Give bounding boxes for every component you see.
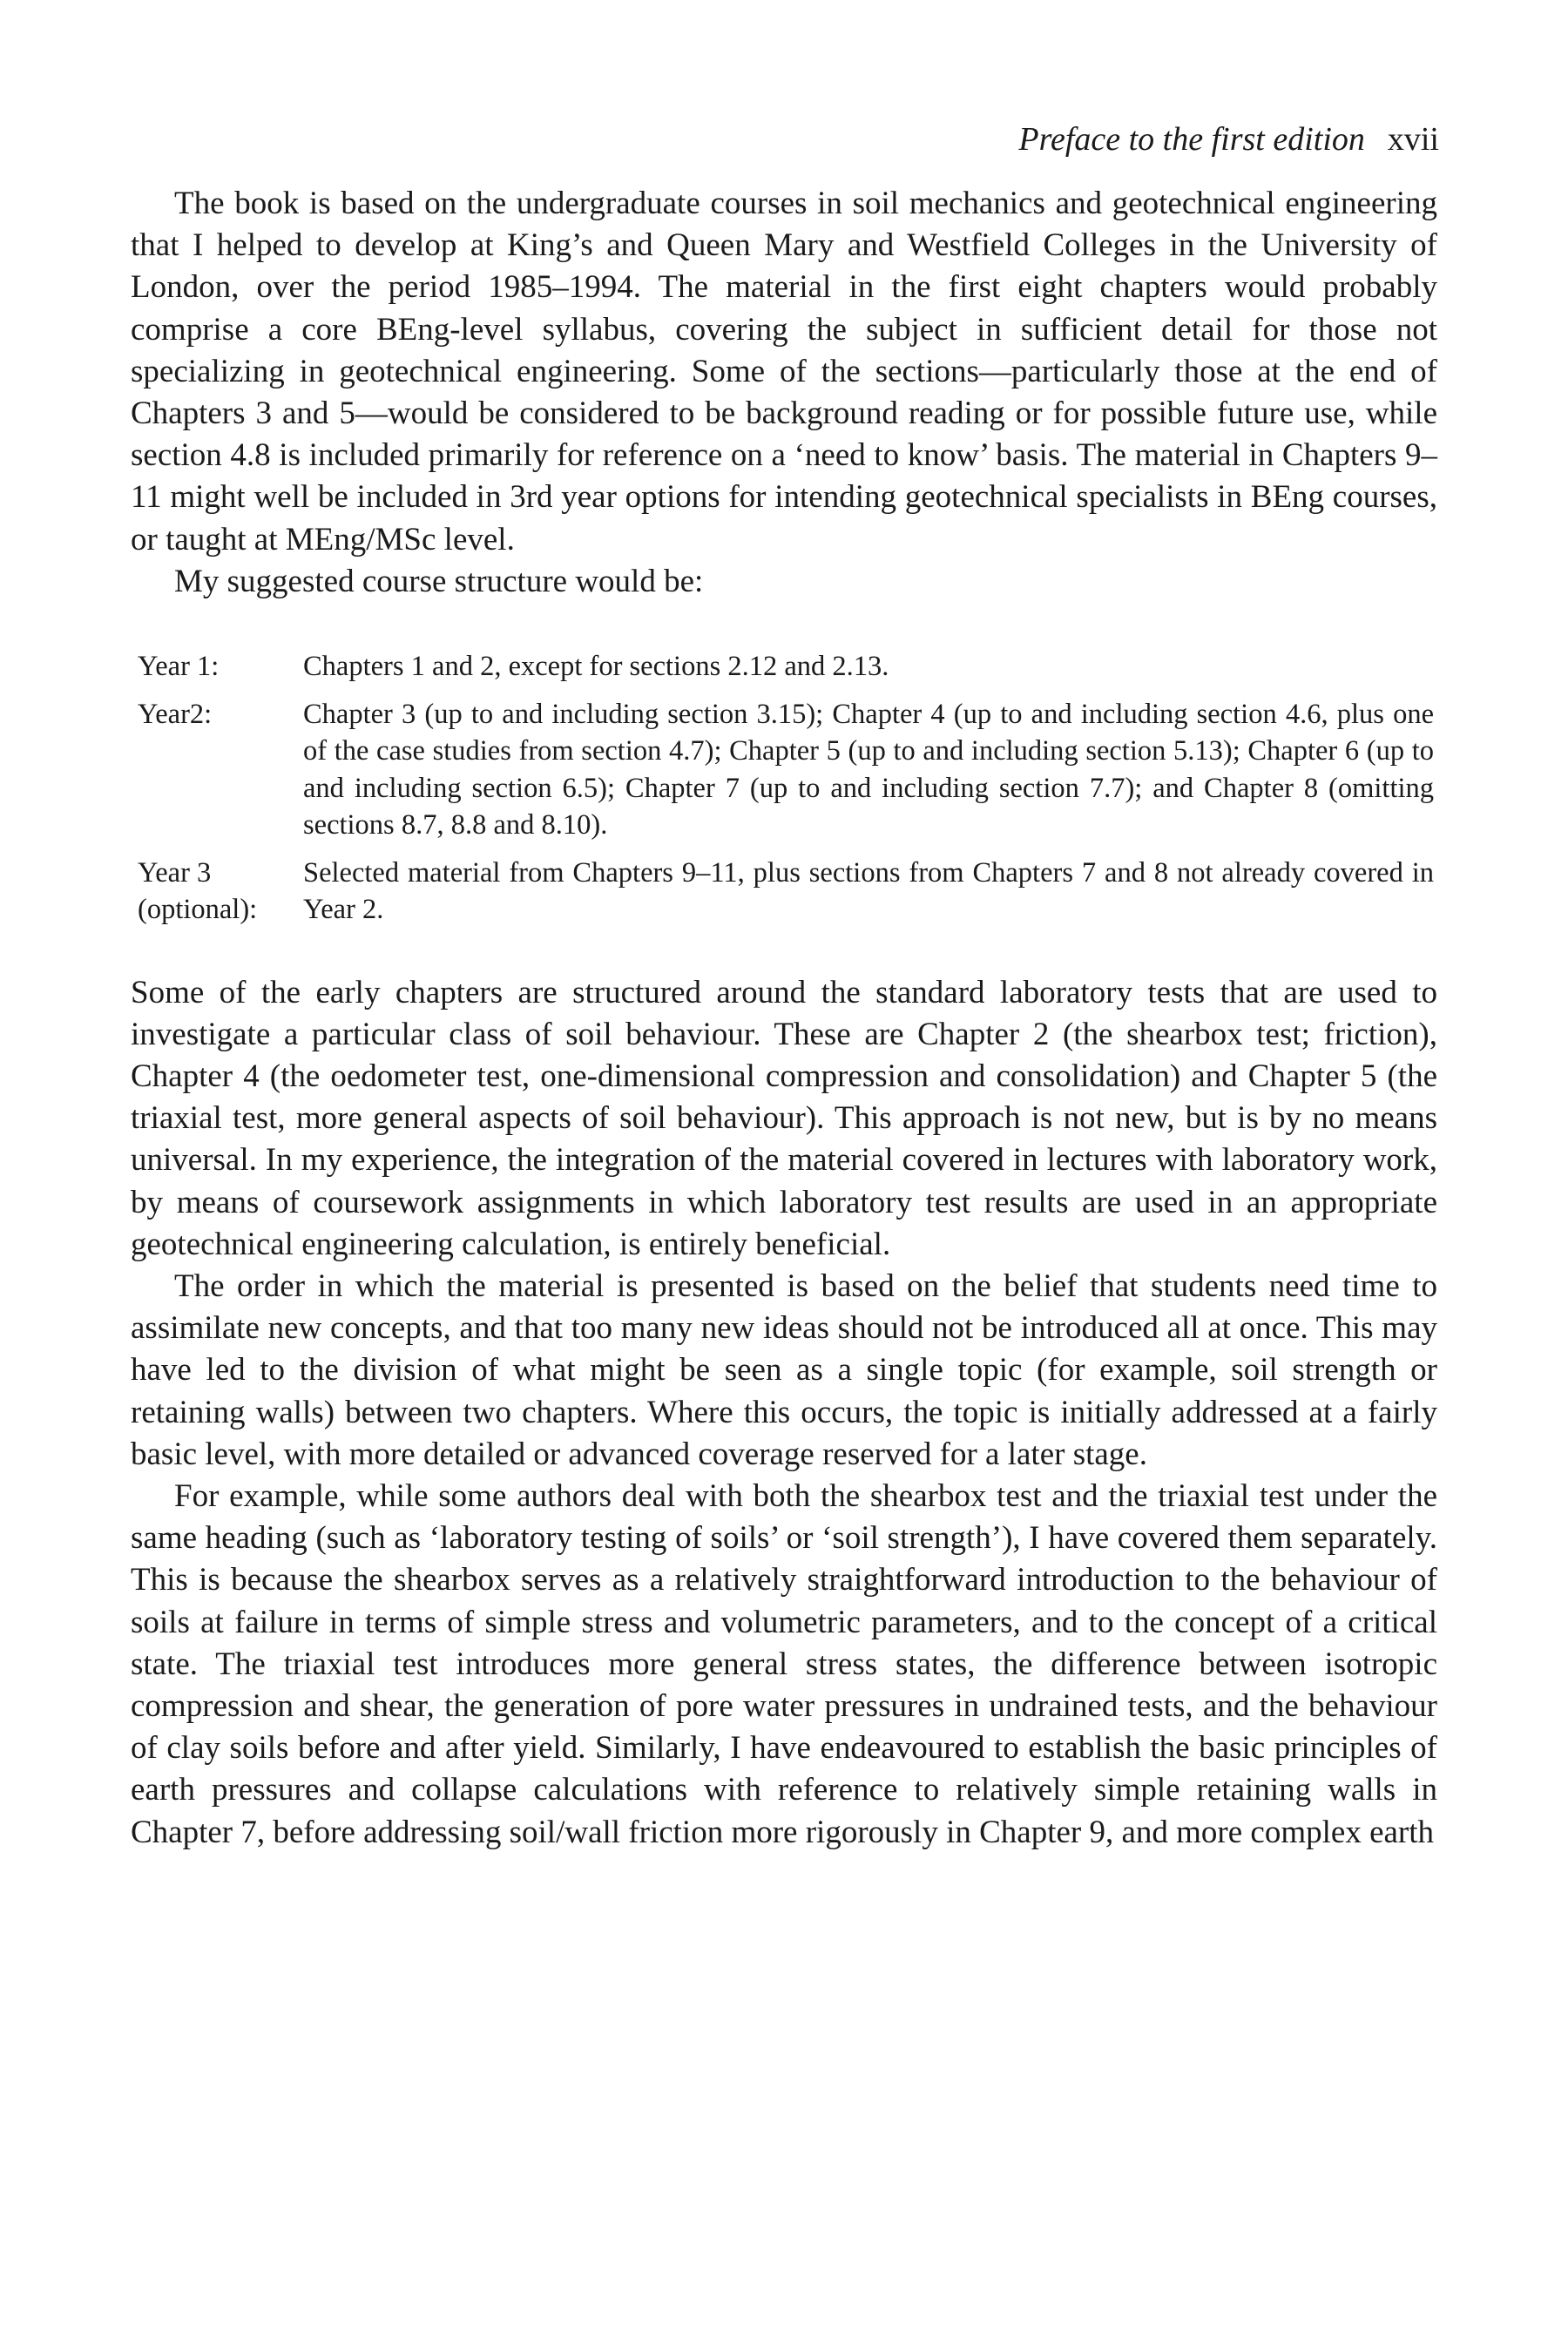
course-year-qualifier: (optional):	[138, 894, 258, 926]
course-year-label: Year2:	[138, 698, 213, 730]
running-header	[1018, 118, 1439, 160]
paragraph-example: For example, while some authors deal with both the shearbox test and the triaxial test under the same heading (such as ‘laboratory testing of soils’ or ‘soil strength’), I have covered them separately. This is because the shearbox serves as a relatively straightforward introduction to the behaviour of soils at failure in terms of simple stress and volumetric parameters, and to the concept of a critical state. The triaxial test introduces more general stress states, the difference between isotropic compression and shear, the generation of pore water pressures in undrained tests, and the behaviour of clay soils before and after yield. Similarly, I have endeavoured to establish the basic principles of earth pressures and collapse calculations with reference to relatively simple retaining walls in Chapter 7, before addressing soil/wall friction more rigorously in Chapter 9, and more complex earth	[131, 1477, 1437, 1850]
paragraph-material-order: The order in which the material is presented is based on the belief that students need time to assimilate new concepts, and that too many new ideas should not be introduced all at once. This may have led to the division of what might be seen as a single topic (for example, soil strength or retaining walls) between two chapters. Where this occurs, the topic is initially addressed at a fairly basic level, with more detailed or advanced coverage reserved for a later stage.	[131, 1267, 1437, 1472]
page-number: xvii	[1387, 121, 1439, 158]
course-year	[138, 648, 303, 686]
course-row	[138, 696, 1434, 844]
paragraph-course-lead-in: My suggested course structure would be:	[174, 563, 704, 599]
course-content: Chapter 3 (up to and including section 3.15); Chapter 4 (up to and including section 4.6, plus one of the case studies from section 4.7); Chapter 5 (up to and including section 5.13); Chapter 6 (up to and including section 6.5); Chapter 7 (up to and including section 7.7); and Chapter 8 (omitting sections 8.7, 8.8 and 8.10).	[303, 698, 1434, 841]
paragraph-laboratory-tests: Some of the early chapters are structured around the standard laboratory tests that are used to investigate a particular class of soil behaviour. These are Chapter 2 (the shearbox test; friction), Chapter 4 (the oedometer test, one-dimensional compression and consolidation) and Chapter 5 (the triaxial test, more general aspects of soil behaviour). This approach is not new, but is by no means universal. In my experience, the integration of the material covered in lectures with laboratory work, by means of coursework assignments in which laboratory test results are used in an appropriate geotechnical engineering calculation, is entirely beneficial.	[131, 974, 1437, 1262]
running-head-title: Preface to the first edition	[1018, 121, 1365, 158]
course-content: Selected material from Chapters 9–11, plus sections from Chapters 7 and 8 not already covered in Year 2.	[303, 856, 1434, 926]
course-year	[138, 696, 303, 844]
body-text	[131, 183, 1437, 1854]
course-year	[138, 855, 303, 929]
course-row	[138, 648, 1434, 686]
course-structure-list	[138, 648, 1434, 929]
paragraph-intro: The book is based on the undergraduate courses in soil mechanics and geotechnical engineering that I helped to develop at King’s and Queen Mary and Westfield Colleges in the University of London, over the period 1985–1994. The material in the first eight chapters would probably comprise a core BEng-level syllabus, covering the subject in sufficient detail for those not specializing in geotechnical engineering. Some of the sections—particularly those at the end of Chapters 3 and 5—would be considered to be background reading or for possible future use, while section 4.8 is included primarily for reference on a ‘need to know’ basis. The material in Chapters 9–11 might well be included in 3rd year options for intending geotechnical specialists in BEng courses, or taught at MEng/MSc level.	[131, 186, 1437, 558]
course-row	[138, 855, 1434, 929]
course-year-label: Year 1:	[138, 651, 220, 683]
course-content: Chapters 1 and 2, except for sections 2.12 and 2.13.	[303, 651, 889, 683]
course-year-label: Year 3	[138, 856, 212, 889]
